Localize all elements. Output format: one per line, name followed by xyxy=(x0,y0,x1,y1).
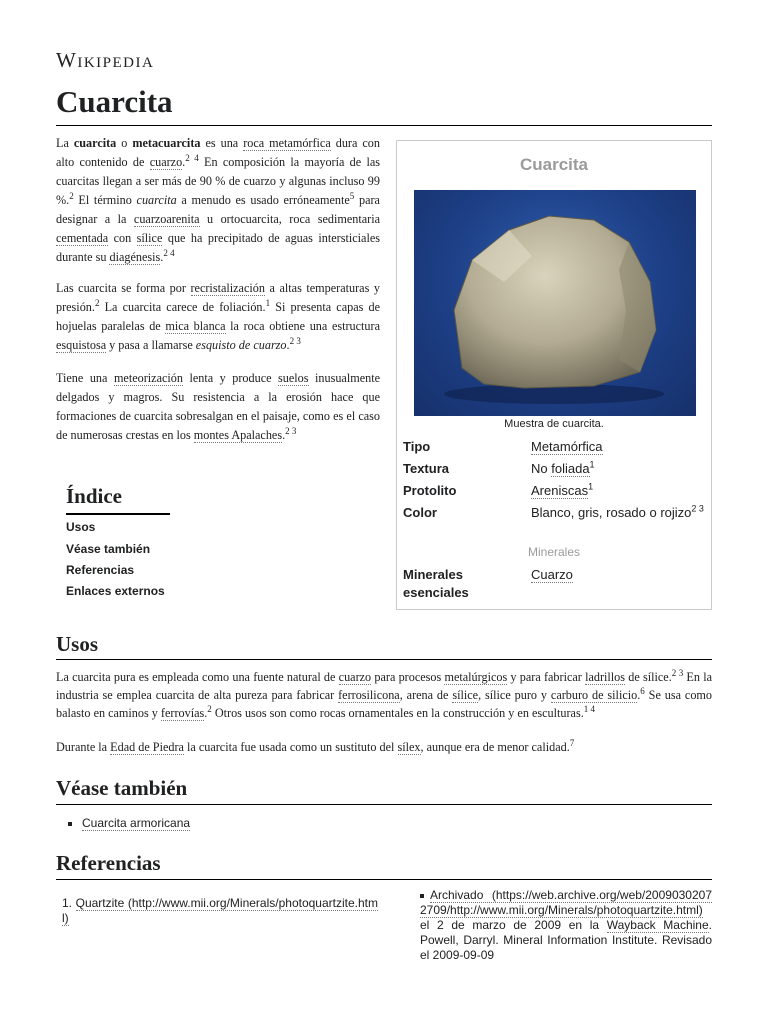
toc-item-referencias[interactable]: Referencias xyxy=(66,563,135,577)
link-quartzite-mii[interactable]: Quartzite (http://www.mii.org/Minerals/photoquartzite.html) xyxy=(62,896,378,925)
usos-paragraph-1 xyxy=(56,668,712,722)
text: para procesos xyxy=(371,670,445,684)
infobox-section-minerales: Minerales xyxy=(527,545,581,559)
text: . xyxy=(286,338,290,352)
text: y pasa a llamarse xyxy=(106,338,196,352)
link-roca-metamorfica[interactable]: roca metamórfica xyxy=(243,136,331,150)
infobox-value-minerales xyxy=(531,566,706,584)
link-cuarzoarenita[interactable]: cuarzoarenita xyxy=(133,212,200,226)
infobox-image-caption: Muestra de cuarcita. xyxy=(504,418,604,430)
text: inusualmente delgados y magros. Su resistencia a la erosión hace que formaciones de cuarcita sobresalgan en el paisaje, como es el caso de numerosas crestas en los xyxy=(56,371,381,442)
link-ferrosilicona[interactable]: ferrosilicona xyxy=(338,688,400,702)
link-wayback-machine[interactable]: Wayback Machine xyxy=(606,918,709,932)
footnote-ref[interactable]: 1 xyxy=(265,297,271,308)
footnote-ref[interactable]: 2 4 xyxy=(163,247,175,258)
link-silice-usos[interactable]: sílice xyxy=(452,688,479,702)
footnote-ref[interactable]: 2 xyxy=(69,190,74,201)
heading-usos-divider xyxy=(56,659,712,660)
link-suelos[interactable]: suelos xyxy=(278,371,309,385)
text: Se usa como balasto en caminos y xyxy=(56,688,713,720)
heading-referencias-divider xyxy=(56,879,712,880)
text: o xyxy=(116,136,133,150)
link-edad-de-piedra[interactable]: Edad de Piedra xyxy=(110,740,184,754)
text: y para fabricar xyxy=(507,670,586,684)
footnote-ref[interactable]: 2 4 xyxy=(185,152,199,163)
footnote-ref[interactable]: 2 xyxy=(207,703,212,714)
term-esquisto-de-cuarzo: esquisto de cuarzo xyxy=(195,338,287,352)
link-cuarzo-usos[interactable]: cuarzo xyxy=(338,670,372,684)
text: u ortocuarcita, roca sedimentaria xyxy=(199,212,380,226)
text: para designar a la xyxy=(56,193,380,226)
page-title: Cuarcita xyxy=(56,84,173,119)
link-cuarcita-armoricana[interactable]: Cuarcita armoricana xyxy=(82,816,191,830)
text: . Powell, Darryl. Mineral Information Institute. Revisado el 2009-09-09 xyxy=(420,918,712,962)
text: . xyxy=(282,428,286,442)
text: En composición la mayoría de las cuarcitas llegan a ser más de 90 % de cuarzo y algunas incluso 99 %. xyxy=(56,155,381,207)
footnote-ref[interactable]: 2 xyxy=(94,297,100,308)
infobox-key-protolito: Protolito xyxy=(403,483,457,498)
heading-usos: Usos xyxy=(56,632,99,656)
infobox-key-color: Color xyxy=(403,505,437,520)
heading-referencias: Referencias xyxy=(56,851,161,875)
text: La cuarcita carece de foliación. xyxy=(99,300,266,314)
infobox-key-minerales: Minerales esenciales xyxy=(403,567,469,600)
infobox-key-textura: Textura xyxy=(403,461,449,476)
link-esquistosa[interactable]: esquistosa xyxy=(56,338,107,352)
intro-paragraph-2 xyxy=(56,279,380,355)
intro-paragraph-1: La cuarcita o metacuarcita es una roca metamórfica dura con alto contenido de cuarzo.$^{2 4}$ En composición la mayoría de las cuarcitas llegan a ser más de 90 % de cuarzo y algunas incluso 99 %.$^2$ El término cuarcita a menudo es usado erróneamente$^5$ para designar a la cuarzoarenita u ortocuarcita, roca sedimentaria cementada con sílice que ha precipitado de aguas intersticiales durante su diagénesis.$^{2 4}$ xyxy=(56,136,381,264)
reference-number: 1. xyxy=(62,896,73,910)
toc-item-enlaces-externos[interactable]: Enlaces externos xyxy=(66,584,165,598)
toc-divider xyxy=(66,513,170,515)
quartzite-sample-image[interactable] xyxy=(414,190,696,416)
text: Durante la xyxy=(56,740,111,754)
text: dura con alto contenido de xyxy=(56,136,380,169)
text: Otros usos son como rocas ornamentales en la construcción y en esculturas. xyxy=(211,706,584,720)
footnote-ref[interactable]: 1 xyxy=(589,459,595,470)
link-montes-apalaches[interactable]: montes Apalaches xyxy=(193,428,283,442)
text: lenta y produce xyxy=(182,371,279,385)
footnote-ref[interactable]: 1 4 xyxy=(583,703,595,714)
link-silex[interactable]: sílex xyxy=(397,740,421,754)
link-areniscas[interactable]: Areniscas xyxy=(531,483,589,498)
link-metamorfica[interactable]: Metamórfica xyxy=(531,439,603,454)
infobox-value-color xyxy=(531,504,706,522)
footnote-ref[interactable]: 2 3 xyxy=(691,503,704,514)
footnote-ref[interactable]: 2 3 xyxy=(289,335,301,346)
reference-1 xyxy=(62,896,378,926)
intro-paragraph-3 xyxy=(56,369,380,445)
text: la cuarcita fue usada como un sustituto del xyxy=(183,740,398,754)
text: , sílice puro y xyxy=(478,688,551,702)
heading-vease-tambien: Véase también xyxy=(56,776,188,800)
link-archivado[interactable]: Archivado (https://web.archive.org/web/20090302072709/http://www.mii.org/Minerals/photoquartzite.html) xyxy=(420,888,712,917)
quartzite-rock-illustration xyxy=(414,190,696,416)
link-metalurgicos[interactable]: metalúrgicos xyxy=(444,670,508,684)
term-metacuarcita: metacuarcita xyxy=(132,136,201,150)
link-ferrovias[interactable]: ferrovías xyxy=(160,706,205,720)
infobox-key-tipo: Tipo xyxy=(403,439,431,454)
infobox-value-protolito xyxy=(531,482,706,500)
term-cuarcita: cuarcita xyxy=(73,136,117,150)
title-divider xyxy=(56,125,712,126)
link-cementada[interactable]: cementada xyxy=(56,231,109,245)
footnote-ref[interactable]: 2 3 xyxy=(671,667,684,678)
footnote-ref[interactable]: 6 xyxy=(640,685,645,696)
footnote-ref[interactable]: 1 xyxy=(588,481,594,492)
toc-item-usos[interactable]: Usos xyxy=(66,520,96,534)
bullet-icon xyxy=(68,822,72,826)
wikipedia-logo[interactable]: Wikipedia xyxy=(56,48,155,72)
link-recristalizacion[interactable]: recristalización xyxy=(190,281,265,295)
list-item xyxy=(68,816,190,830)
link-ladrillos[interactable]: ladrillos xyxy=(585,670,626,684)
footnote-ref[interactable]: 5 xyxy=(349,190,355,201)
footnote-ref[interactable]: 2 3 xyxy=(285,425,297,436)
text: En la industria se emplea cuarcita de alta pureza para fabricar xyxy=(56,670,712,702)
footnote-ref[interactable]: 7 xyxy=(569,737,575,748)
link-cuarzo[interactable]: cuarzo xyxy=(149,155,183,169)
term-cuarcita-italic: cuarcita xyxy=(136,193,177,207)
reference-2 xyxy=(420,888,712,963)
usos-paragraph-2 xyxy=(56,738,712,756)
link-foliada[interactable]: foliada xyxy=(551,461,590,476)
text: a altas temperaturas y presión. xyxy=(56,281,380,314)
text: , arena de xyxy=(399,688,453,702)
link-diagenesis[interactable]: diagénesis xyxy=(109,250,161,264)
text: No xyxy=(531,461,552,476)
text: . xyxy=(204,706,208,720)
text: , aunque era de menor calidad. xyxy=(420,740,570,754)
text: a menudo es usado erróneamente xyxy=(176,193,350,207)
infobox-title: Cuarcita xyxy=(519,155,589,174)
link-carburo-de-silicio[interactable]: carburo de silicio xyxy=(550,688,638,702)
text: el 2 de marzo de 2009 en la xyxy=(420,918,607,932)
text: Blanco, gris, rosado o rojizo xyxy=(531,505,692,520)
text: la roca obtiene una estructura xyxy=(225,319,380,333)
text: Las cuarcita se forma por xyxy=(56,281,191,295)
infobox-value-textura xyxy=(531,460,706,478)
text: El término xyxy=(73,193,137,207)
bullet-icon xyxy=(420,894,424,898)
text: con xyxy=(108,231,137,245)
heading-vease-divider xyxy=(56,804,712,805)
toc-title: Índice xyxy=(66,484,123,508)
text: es una xyxy=(200,136,244,150)
text: . xyxy=(637,688,641,702)
toc-item-vease-tambien[interactable]: Véase también xyxy=(66,542,151,556)
text: La cuarcita pura es empleada como una fuente natural de xyxy=(56,670,339,684)
text: Si presenta capas de hojuelas paralelas de xyxy=(56,300,381,333)
text: La xyxy=(56,136,74,150)
link-cuarzo-infobox[interactable]: Cuarzo xyxy=(531,567,573,582)
text: de sílice. xyxy=(625,670,672,684)
link-mica-blanca[interactable]: mica blanca xyxy=(165,319,226,333)
link-silice[interactable]: sílice xyxy=(136,231,163,245)
infobox-value-tipo[interactable] xyxy=(531,438,706,456)
link-meteorizacion[interactable]: meteorización xyxy=(113,371,183,385)
text: Tiene una xyxy=(56,371,114,385)
text: que ha precipitado de aguas intersticiales durante su xyxy=(56,231,380,264)
infobox xyxy=(396,140,712,610)
